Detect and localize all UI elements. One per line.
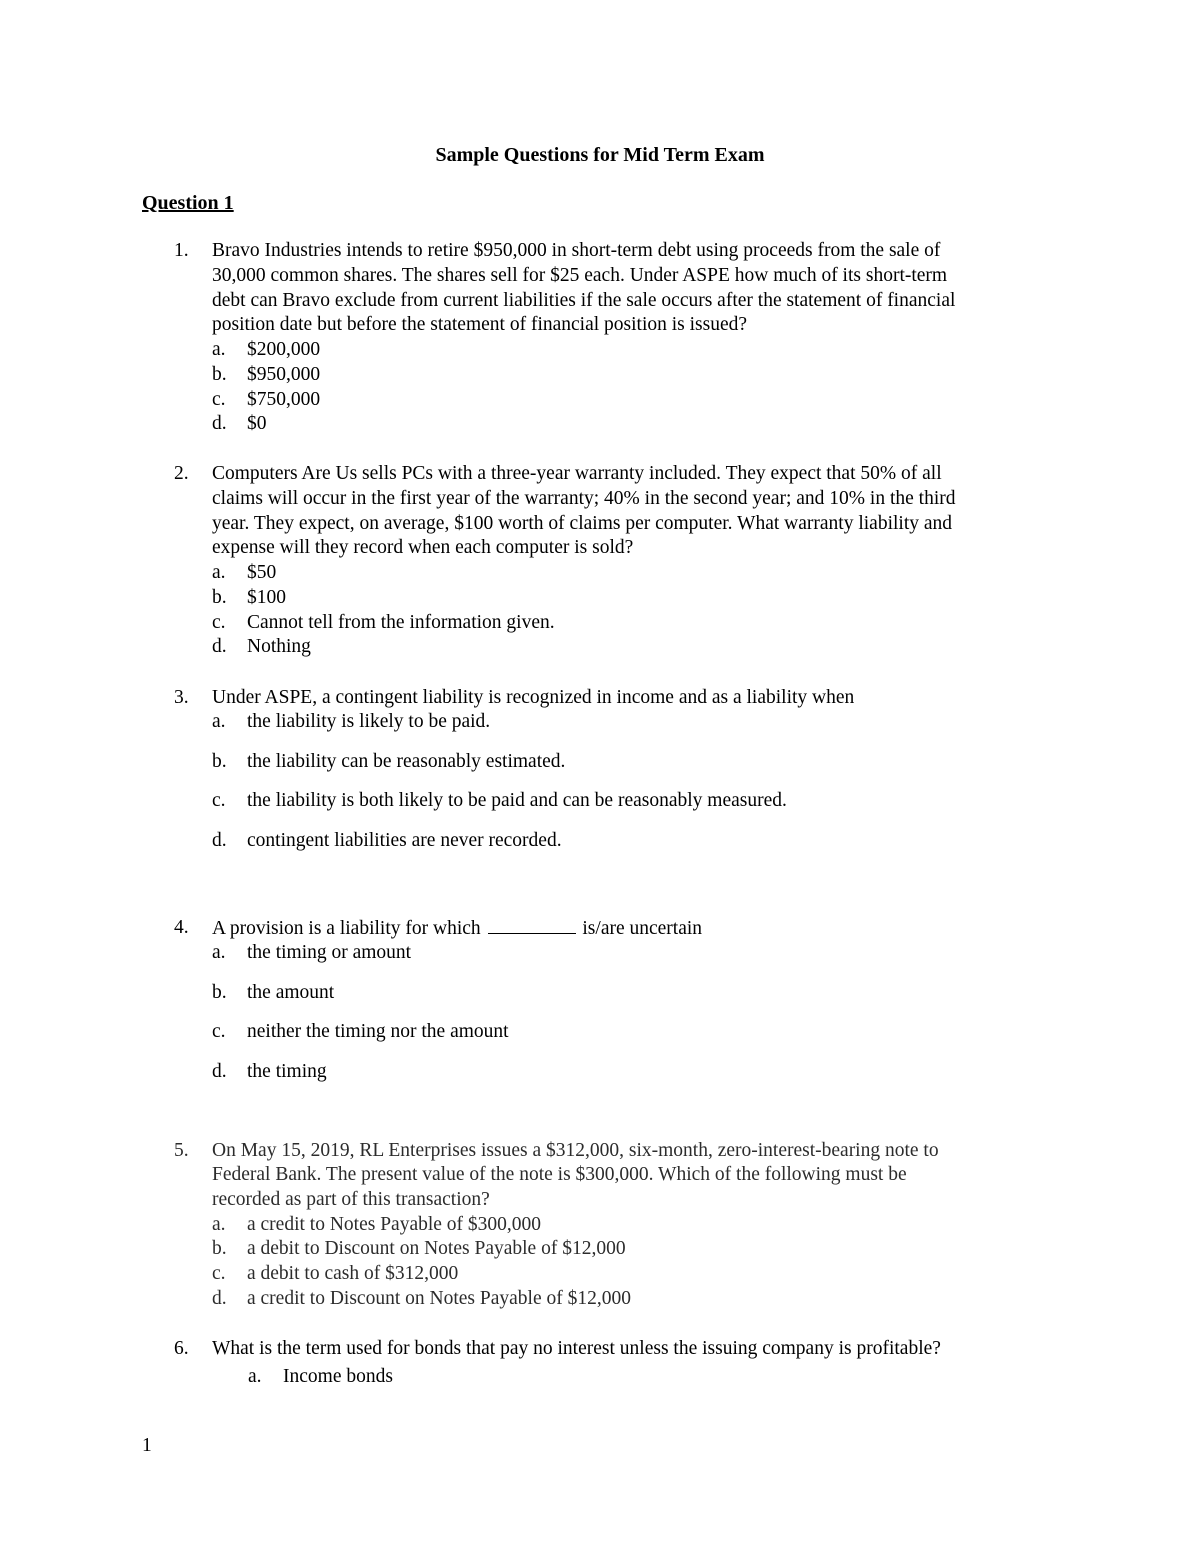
option-letter: a. xyxy=(212,562,226,583)
option-text: the liability is likely to be paid. xyxy=(247,711,491,732)
option-text: $100 xyxy=(247,587,286,608)
option-text: Income bonds xyxy=(283,1366,393,1387)
option-text: contingent liabilities are never recorded. xyxy=(247,830,562,851)
option-letter: d. xyxy=(212,636,227,657)
option-text: the amount xyxy=(247,982,335,1003)
option-letter: b. xyxy=(212,364,227,385)
question-number: 2. xyxy=(174,463,189,484)
section-heading: Question 1 xyxy=(142,192,234,214)
page-title: Sample Questions for Mid Term Exam xyxy=(435,144,765,166)
option-letter: d. xyxy=(212,830,227,851)
option-letter: b. xyxy=(212,1238,227,1259)
question-stem-line: What is the term used for bonds that pay no interest unless the issuing company is profitable? xyxy=(212,1338,941,1359)
option-letter: b. xyxy=(212,982,227,1003)
option-letter: c. xyxy=(212,1021,226,1042)
option-letter: a. xyxy=(212,339,226,360)
question-stem-line: year. They expect, on average, $100 worth of claims per computer. What warranty liability and xyxy=(212,513,953,534)
question-number: 6. xyxy=(174,1338,189,1359)
question-number: 1. xyxy=(174,240,189,261)
option-text: Nothing xyxy=(247,636,311,657)
option-letter: d. xyxy=(212,1288,227,1309)
option-text: $750,000 xyxy=(247,389,321,410)
option-text: $50 xyxy=(247,562,277,583)
option-letter: c. xyxy=(212,389,226,410)
question-stem-line: debt can Bravo exclude from current liabilities if the sale occurs after the statement of financial xyxy=(212,290,956,311)
question-stem-line: Computers Are Us sells PCs with a three-year warranty included. They expect that 50% of all xyxy=(212,463,942,484)
question-stem-line: Federal Bank. The present value of the note is $300,000. Which of the following must be xyxy=(212,1164,907,1185)
option-text: the liability is both likely to be paid and can be reasonably measured. xyxy=(247,790,787,811)
option-text: $200,000 xyxy=(247,339,321,360)
option-letter: a. xyxy=(212,942,226,963)
fill-in-blank xyxy=(488,915,576,934)
option-text: $950,000 xyxy=(247,364,321,385)
option-letter: c. xyxy=(212,1263,226,1284)
question-stem-line: 30,000 common shares. The shares sell for $25 each. Under ASPE how much of its short-term xyxy=(212,265,948,286)
option-letter: c. xyxy=(212,790,226,811)
question-stem xyxy=(212,915,1042,941)
question-stem-line: claims will occur in the first year of the warranty; 40% in the second year; and 10% in the third xyxy=(212,488,956,509)
option-text: a credit to Notes Payable of $300,000 xyxy=(247,1214,542,1235)
question-stem-line: position date but before the statement of financial position is issued? xyxy=(212,314,748,335)
question-number: 4. xyxy=(174,917,189,938)
option-letter: d. xyxy=(212,1061,227,1082)
option-letter: a. xyxy=(212,1214,226,1235)
option-letter: d. xyxy=(212,413,227,434)
question-stem-before-blank: A provision is a liability for which xyxy=(212,918,481,939)
question-stem-line: On May 15, 2019, RL Enterprises issues a $312,000, six-month, zero-interest-bearing note to xyxy=(212,1140,939,1161)
question-number: 3. xyxy=(174,687,189,708)
question-number: 5. xyxy=(174,1140,189,1161)
question-stem-line: Bravo Industries intends to retire $950,000 in short-term debt using proceeds from the sale of xyxy=(212,240,941,261)
option-text: the liability can be reasonably estimated. xyxy=(247,751,566,772)
option-text: neither the timing nor the amount xyxy=(247,1021,509,1042)
question-stem-line: Under ASPE, a contingent liability is recognized in income and as a liability when xyxy=(212,687,855,708)
option-text: the timing xyxy=(247,1061,327,1082)
option-text: a debit to Discount on Notes Payable of $12,000 xyxy=(247,1238,626,1259)
option-text: a debit to cash of $312,000 xyxy=(247,1263,459,1284)
question-stem-after-blank: is/are uncertain xyxy=(582,918,703,939)
option-letter: a. xyxy=(212,711,226,732)
option-text: the timing or amount xyxy=(247,942,412,963)
option-letter: c. xyxy=(212,612,226,633)
option-text: $0 xyxy=(247,413,267,434)
option-letter: a. xyxy=(248,1366,262,1387)
option-letter: b. xyxy=(212,751,227,772)
option-letter: b. xyxy=(212,587,227,608)
option-text: Cannot tell from the information given. xyxy=(247,612,555,633)
question-stem-line: expense will they record when each computer is sold? xyxy=(212,537,634,558)
option-text: a credit to Discount on Notes Payable of $12,000 xyxy=(247,1288,631,1309)
page-number: 1 xyxy=(142,1435,152,1456)
question-stem-line: recorded as part of this transaction? xyxy=(212,1189,490,1210)
